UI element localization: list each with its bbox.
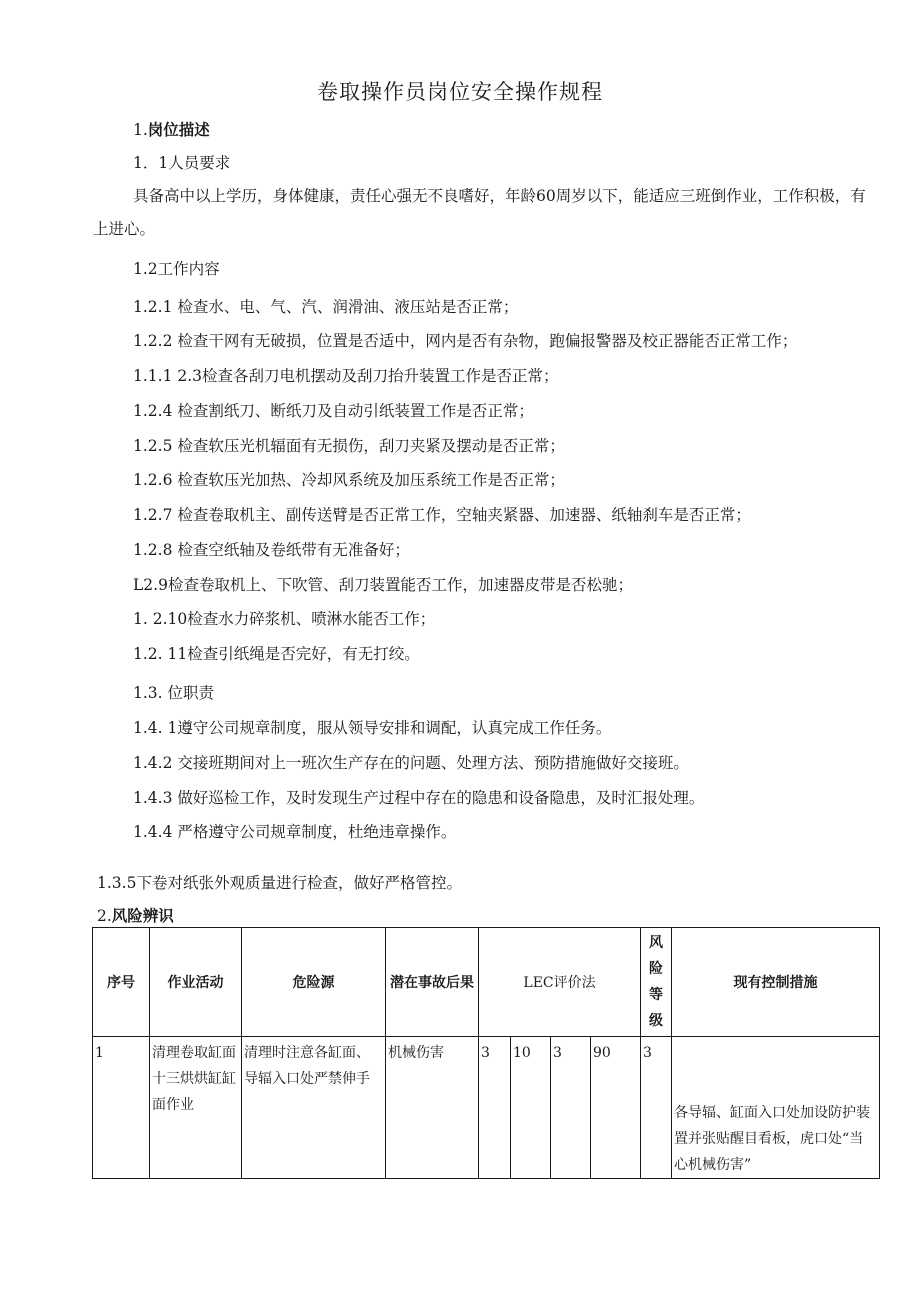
section-1-heading bbox=[133, 118, 210, 140]
subsection-1-3: 1.3. 位职责 bbox=[133, 684, 215, 702]
duty-item: 1.4.2 交接班期间对上一班次生产存在的问题、处理方法、预防措施做好交接班。 bbox=[133, 754, 689, 772]
header-seq: 序号 bbox=[93, 928, 150, 1037]
header-risk-level-char: 险 bbox=[649, 961, 664, 977]
section-2-title: 风险辨识 bbox=[111, 907, 174, 925]
header-measures: 现有控制措施 bbox=[672, 928, 880, 1037]
page-title: 卷取操作员岗位安全操作规程 bbox=[317, 80, 603, 104]
cell-hazard: 清理时注意各缸面、导辐入口处严禁伸手 bbox=[242, 1037, 386, 1179]
work-item: 1.2. 11检查引纸绳是否完好，有无打绞。 bbox=[133, 645, 420, 663]
header-consequence: 潜在事故后果 bbox=[386, 928, 479, 1037]
header-risk-level-char: 等 bbox=[649, 987, 664, 1003]
subsection-1-2: 1.2工作内容 bbox=[133, 260, 220, 278]
subsection-1-3-5: 1.3.5下卷对纸张外观质量进行检查，做好严格管控。 bbox=[97, 874, 462, 892]
section-2-heading bbox=[97, 904, 174, 926]
work-item: 1.2.2 检查干网有无破损，位置是否适中，网内是否有杂物，跑偏报警器及校正器能否正常工作； bbox=[133, 332, 798, 350]
cell-risk-level: 3 bbox=[641, 1037, 672, 1179]
table-header-row bbox=[93, 928, 880, 1037]
table-row bbox=[93, 1037, 880, 1179]
section-1-number: 1. bbox=[133, 121, 148, 139]
work-item: 1. 2.10检查水力碎浆机、喷淋水能否工作； bbox=[133, 610, 436, 628]
header-risk-level-char: 级 bbox=[649, 1013, 664, 1029]
duty-item: 1.4.3 做好巡检工作，及时发现生产过程中存在的隐患和设备隐患，及时汇报处理。 bbox=[133, 789, 705, 807]
work-item: 1.2.1 检查水、电、气、汽、润滑油、液压站是否正常； bbox=[133, 298, 519, 316]
header-lec: LEC评价法 bbox=[479, 928, 641, 1037]
work-item: 1.2.7 检查卷取机主、副传送臂是否正常工作，空轴夹紧器、加速器、纸轴刹车是否正常； bbox=[133, 506, 751, 524]
cell-consequence: 机械伤害 bbox=[386, 1037, 479, 1179]
risk-identification-table bbox=[92, 927, 880, 1179]
cell-lec-c: 3 bbox=[551, 1037, 591, 1179]
work-item: 1.2.8 检查空纸轴及卷纸带有无准备好； bbox=[133, 541, 410, 559]
personnel-requirements-text: 具备高中以上学历，身体健康，责任心强无不良嗜好，年龄60周岁以下，能适应三班倒作业，工作积极，有上进心。 bbox=[93, 187, 866, 238]
work-item: 1.2.6 检查软压光加热、冷却风系统及加压系统工作是否正常； bbox=[133, 471, 565, 489]
cell-seq: 1 bbox=[93, 1037, 150, 1179]
section-2-number: 2. bbox=[97, 907, 112, 925]
cell-lec-d: 90 bbox=[591, 1037, 641, 1179]
header-activity: 作业活动 bbox=[150, 928, 242, 1037]
work-item: 1.1.1 2.3检查各刮刀电机摆动及刮刀抬升装置工作是否正常； bbox=[133, 367, 559, 385]
cell-lec-l: 3 bbox=[479, 1037, 511, 1179]
work-item: 1.2.5 检查软压光机辐面有无损伤，刮刀夹紧及摆动是否正常； bbox=[133, 437, 565, 455]
work-item: L2.9检查卷取机上、下吹管、刮刀装置能否工作，加速器皮带是否松驰； bbox=[133, 576, 633, 594]
duty-item: 1.4.4 严格遵守公司规章制度，杜绝违章操作。 bbox=[133, 823, 457, 841]
cell-measures: 各导辐、缸面入口处加设防护装置并张贴醒目看板，虎口处“当心机械伤害” bbox=[672, 1037, 880, 1179]
cell-lec-e: 10 bbox=[511, 1037, 551, 1179]
subsection-1-1: 1．1人员要求 bbox=[133, 154, 231, 172]
cell-activity: 清理卷取缸面十三烘烘缸缸面作业 bbox=[150, 1037, 242, 1179]
duty-item: 1.4. 1遵守公司规章制度，服从领导安排和调配，认真完成工作任务。 bbox=[133, 719, 612, 737]
header-risk-level bbox=[641, 928, 672, 1037]
section-1-title: 岗位描述 bbox=[147, 121, 210, 139]
work-item: 1.2.4 检查割纸刀、断纸刀及自动引纸装置工作是否正常； bbox=[133, 402, 534, 420]
header-risk-level-char: 风 bbox=[649, 935, 664, 951]
header-hazard: 危险源 bbox=[242, 928, 386, 1037]
